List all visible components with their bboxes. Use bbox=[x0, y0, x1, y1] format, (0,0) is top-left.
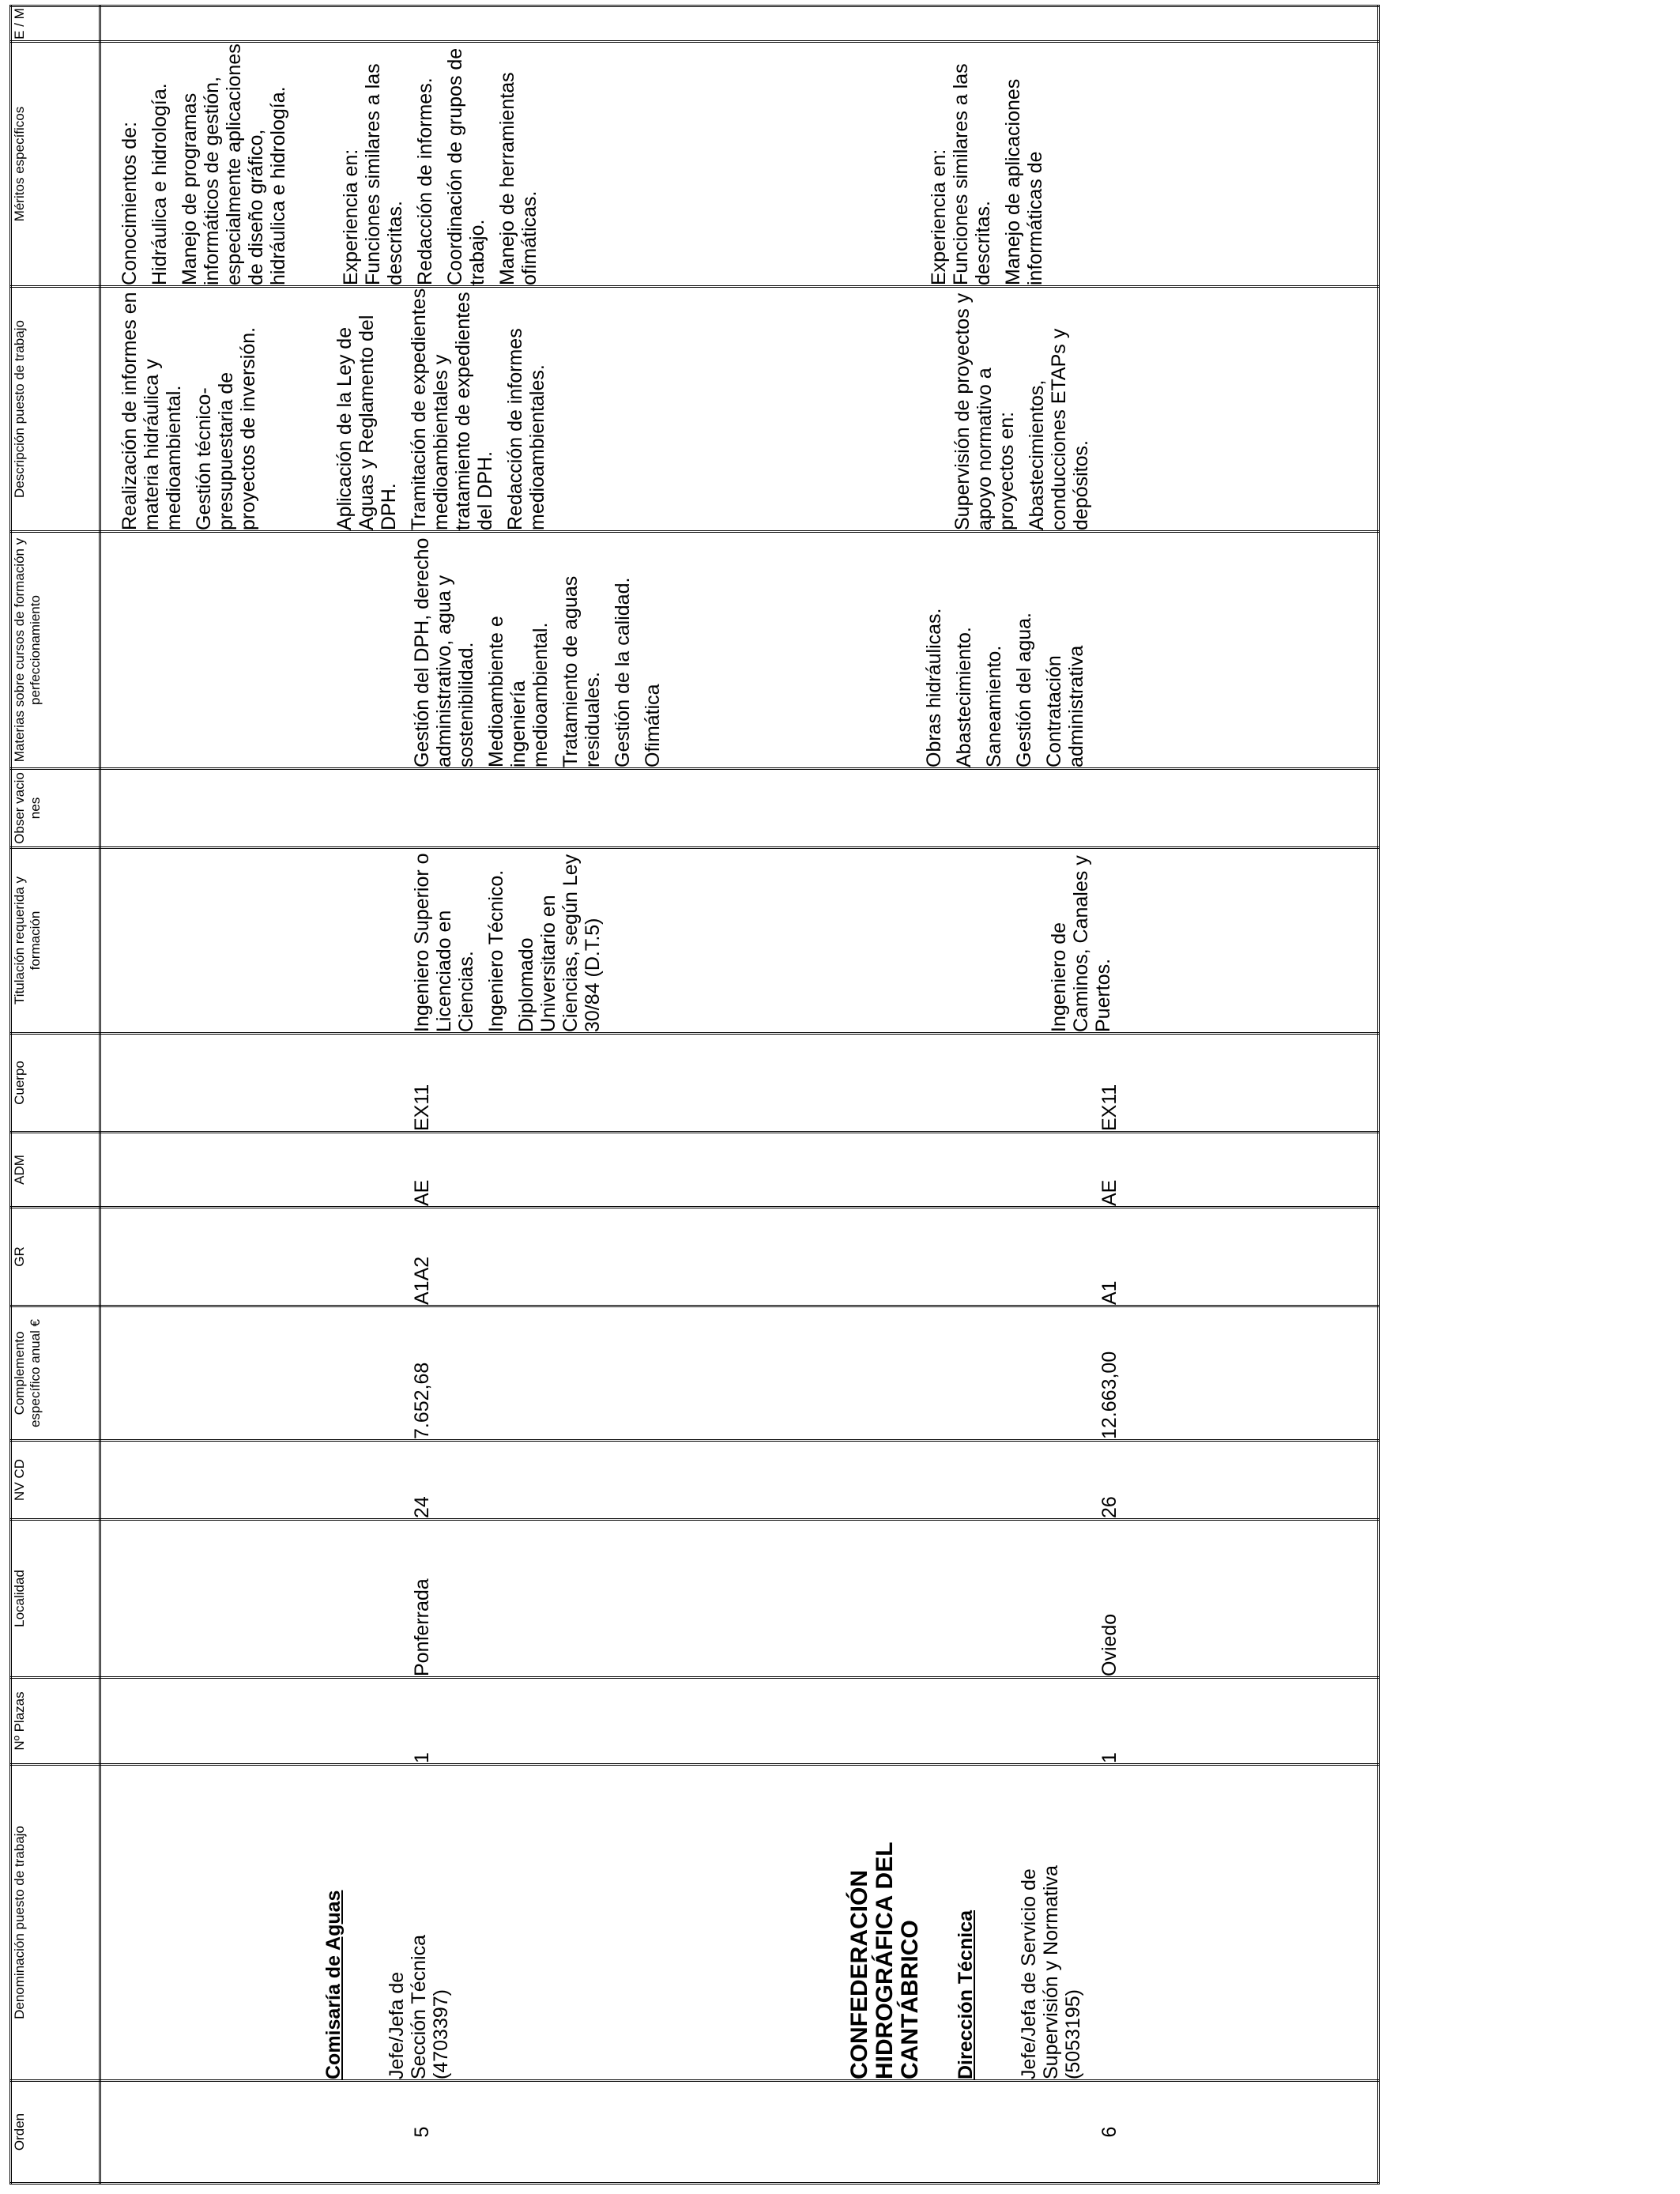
row6-meritos-item: Manejo de aplicaciones informáticas de bbox=[1002, 78, 1046, 285]
content-row bbox=[100, 6, 1379, 2184]
row5-descripcion bbox=[333, 288, 548, 530]
col-orden bbox=[100, 2081, 1379, 2184]
top-meritos bbox=[119, 43, 289, 285]
col-denominacion bbox=[100, 1765, 1379, 2081]
col-observaciones bbox=[100, 769, 1379, 848]
header-denominacion: Denominación puesto de trabajo bbox=[11, 1765, 100, 2081]
row5-meritos-item: Funciones similares a las descritas. bbox=[362, 63, 406, 285]
row6-denominacion: Jefe/Jefa de Servicio de Supervisión y Normativa (5053195) bbox=[1018, 1865, 1084, 2079]
header-meritos: Méritos específicos bbox=[11, 42, 100, 287]
top-meritos-item: Hidráulica e hidrología. bbox=[149, 83, 171, 285]
top-descripcion-item: Gestión técnico-presupuestaria de proyectos de inversión. bbox=[193, 326, 259, 530]
header-materias: Materias sobre cursos de formación y perfeccionamiento bbox=[11, 532, 100, 769]
row5-descripcion-item: Tramitación de expedientes medioambientales y tratamiento de expedientes del DPH. bbox=[408, 288, 496, 530]
row6-materias-item: Gestión del agua. bbox=[1013, 613, 1035, 767]
row6-meritos-item: Funciones similares a las descritas. bbox=[950, 63, 994, 285]
col-materias bbox=[100, 532, 1379, 769]
row5-meritos-item: Experiencia en: bbox=[340, 149, 362, 285]
row5-denominacion: Jefe/Jefa de Sección Técnica (4703397) bbox=[386, 1935, 452, 2079]
col-nivel bbox=[100, 1441, 1379, 1520]
row5-orden: 5 bbox=[411, 2126, 433, 2138]
row6-descripcion-item: Supervisión de proyectos y apoyo normativo a proyectos en: bbox=[951, 292, 1018, 530]
row6-grupo: A1 bbox=[1098, 1280, 1121, 1305]
row6-materias-item: Saneamiento. bbox=[983, 645, 1005, 767]
top-descripcion bbox=[119, 288, 259, 530]
row5-nivel: 24 bbox=[411, 1496, 433, 1518]
row5-adm: AE bbox=[411, 1179, 433, 1206]
top-descripcion-item: Realización de informes en materia hidráulica y medioambiental. bbox=[119, 292, 185, 530]
row6-materias-item: Obras hidráulicas. bbox=[923, 608, 945, 767]
header-complemento: Complemento específico anual € bbox=[11, 1306, 100, 1441]
row6-localidad: Oviedo bbox=[1098, 1613, 1121, 1676]
header-adm: ADM bbox=[11, 1133, 100, 1208]
col-em bbox=[100, 6, 1379, 42]
top-meritos-item: Conocimientos de: bbox=[119, 121, 141, 285]
row5-materias bbox=[411, 533, 664, 767]
row5-titulacion-item: Ingeniero Técnico. bbox=[485, 869, 507, 1032]
row5-cuerpo: EX11 bbox=[411, 1084, 433, 1131]
row6-materias bbox=[923, 533, 1087, 767]
row5-materias-item: Gestión de la calidad. bbox=[612, 577, 634, 767]
row6-materias-item: Contratación administrativa bbox=[1043, 645, 1087, 767]
col-plazas bbox=[100, 1678, 1379, 1765]
row5-meritos bbox=[340, 43, 541, 285]
row5-localidad: Ponferrada bbox=[411, 1578, 433, 1676]
col-descripcion bbox=[100, 287, 1379, 532]
row5-titulacion-item: Ingeniero Superior o Licenciado en Ciencias. bbox=[411, 853, 477, 1032]
header-orden: Orden bbox=[11, 2081, 100, 2184]
row5-titulacion-item: Diplomado Universitario en Ciencias, según Ley 30/84 (D.T.5) bbox=[515, 854, 604, 1032]
col-titulacion bbox=[100, 848, 1379, 1034]
row6-meritos-item: Experiencia en: bbox=[928, 149, 950, 285]
row6-descripcion-item: Abastecimientos, conducciones ETAPs y depósitos. bbox=[1026, 328, 1092, 530]
row5-materias-item: Ofimática bbox=[642, 684, 664, 767]
header-cuerpo: Cuerpo bbox=[11, 1034, 100, 1133]
row6-adm: AE bbox=[1098, 1179, 1121, 1206]
col-localidad bbox=[100, 1520, 1379, 1678]
col-meritos bbox=[100, 42, 1379, 287]
header-descripcion: Descripción puesto de trabajo bbox=[11, 287, 100, 532]
col-adm bbox=[100, 1133, 1379, 1208]
header-nivel: NV CD bbox=[11, 1441, 100, 1520]
col-complemento bbox=[100, 1306, 1379, 1441]
positions-table bbox=[9, 5, 1380, 2185]
top-meritos-item: Manejo de programas informáticos de gestión, especialmente aplicaciones de diseño gráfico, hidráulica e hidrología. bbox=[179, 43, 289, 285]
row5-materias-item: Tratamiento de aguas residuales. bbox=[559, 575, 604, 767]
row5-titulacion bbox=[411, 849, 604, 1032]
row5-meritos-item: Coordinación de grupos de trabajo. bbox=[444, 47, 488, 285]
row6-complemento: 12.663,00 bbox=[1098, 1351, 1121, 1439]
header-localidad: Localidad bbox=[11, 1520, 100, 1678]
row5-plazas: 1 bbox=[411, 1752, 433, 1763]
row6-titulacion-item: Ingeniero de Caminos, Canales y Puertos. bbox=[1048, 855, 1114, 1032]
row5-meritos-item: Manejo de herramientas ofimáticas. bbox=[496, 72, 541, 285]
row6-materias-item: Abastecimiento. bbox=[953, 627, 975, 767]
row5-grupo: A1A2 bbox=[411, 1256, 433, 1305]
row6-orden: 6 bbox=[1098, 2126, 1121, 2138]
col-grupo bbox=[100, 1208, 1379, 1306]
header-grupo: GR bbox=[11, 1208, 100, 1306]
org-title: CONFEDERACIÓN HIDROGRÁFICA DEL CANTÁBRICO bbox=[846, 1842, 923, 2079]
row6-titulacion bbox=[1048, 849, 1114, 1032]
row6-meritos bbox=[928, 43, 1046, 285]
header-row bbox=[11, 6, 100, 2184]
col-cuerpo bbox=[100, 1034, 1379, 1133]
header-em: E / M bbox=[11, 6, 100, 42]
row5-complemento: 7.652,68 bbox=[411, 1362, 433, 1439]
row6-cuerpo: EX11 bbox=[1098, 1084, 1121, 1131]
row5-meritos-item: Redacción de informes. bbox=[414, 77, 436, 285]
row5-materias-item: Gestión del DPH, derecho administrativo, agua y sostenibilidad. bbox=[411, 537, 477, 767]
row6-plazas: 1 bbox=[1098, 1752, 1121, 1763]
row6-descripcion bbox=[951, 288, 1092, 530]
header-plazas: Nº Plazas bbox=[11, 1678, 100, 1765]
section-direccion-title: Dirección Técnica bbox=[955, 1910, 977, 2079]
row5-materias-item: Medioambiente e ingeniería medioambiental. bbox=[485, 616, 552, 767]
row5-descripcion-item: Aplicación de la Ley de Aguas y Reglamento del DPH. bbox=[333, 315, 400, 530]
header-observaciones: Obser vacio nes bbox=[11, 769, 100, 848]
section-comisaria-title: Comisaría de Aguas bbox=[322, 1890, 345, 2079]
row6-nivel: 26 bbox=[1098, 1496, 1121, 1518]
row5-descripcion-item: Redacción de informes medioambientales. bbox=[504, 328, 548, 530]
header-titulacion: Titulación requerida y formación bbox=[11, 848, 100, 1034]
